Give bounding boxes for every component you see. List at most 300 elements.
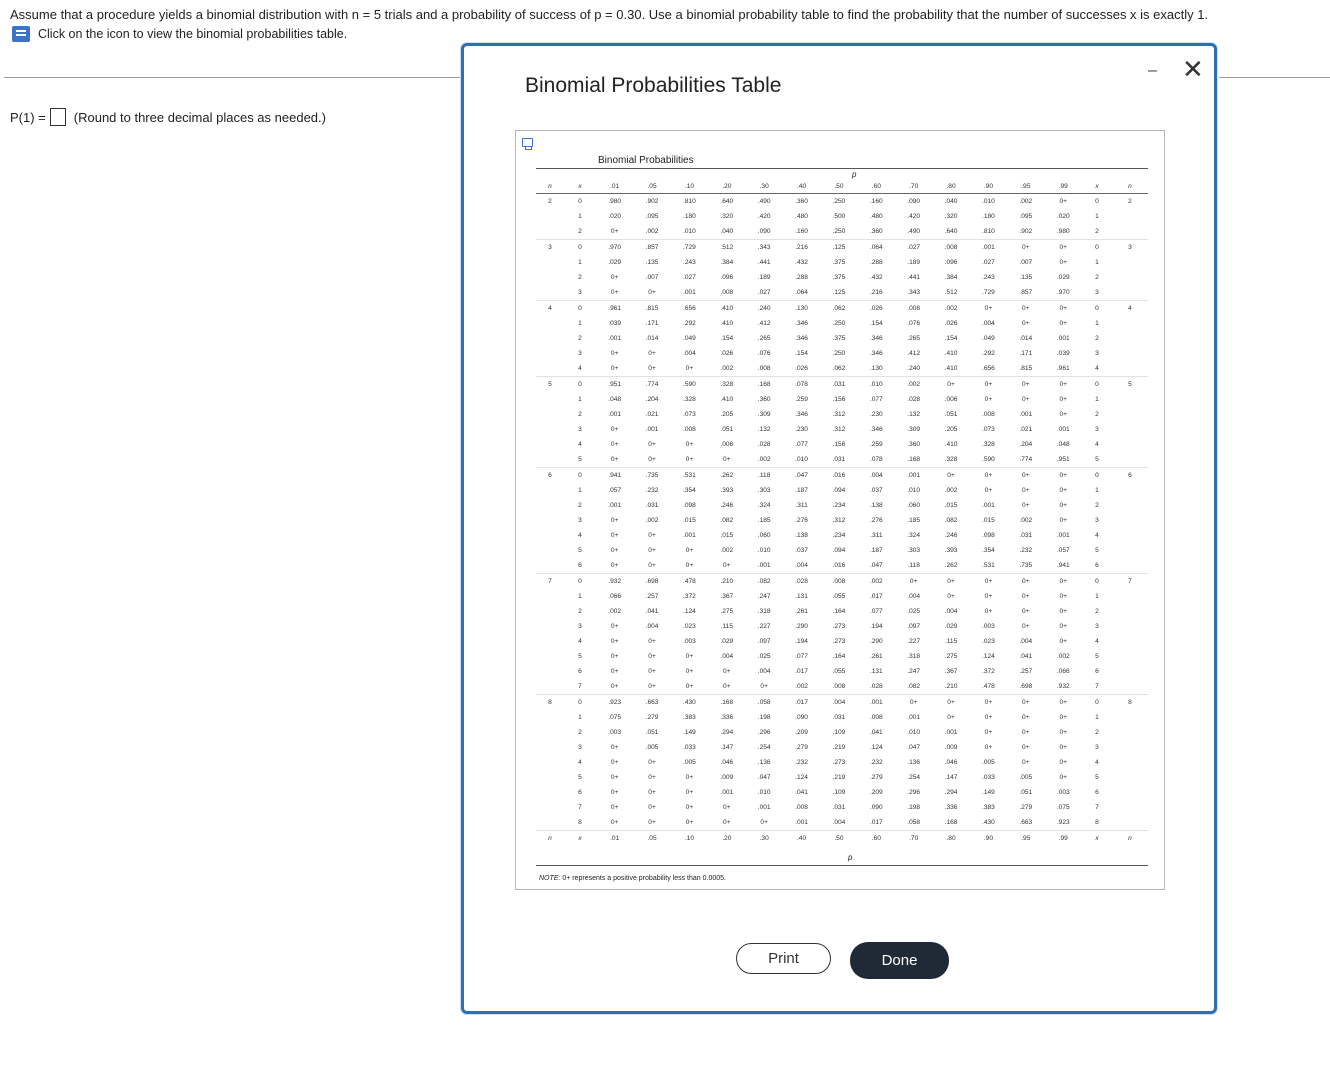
x-value: 5 xyxy=(1082,452,1112,468)
table-row xyxy=(536,392,1148,407)
probability-cell: 0+ xyxy=(1022,502,1030,509)
probability-cell: .262 xyxy=(932,558,969,574)
probability-cell: .075 xyxy=(1056,804,1070,811)
probability-cell: 0+ xyxy=(1022,623,1030,630)
probability-cell: .240 xyxy=(746,301,783,317)
probability-cell: .010 xyxy=(907,729,921,736)
probability-cell: .375 xyxy=(832,259,846,266)
n-value xyxy=(536,634,564,649)
probability-cell: 0+ xyxy=(984,744,993,751)
probability-cell: .857 xyxy=(1007,285,1044,301)
probability-cell: .094 xyxy=(832,547,846,554)
probability-cell: .001 xyxy=(720,789,734,796)
n-value xyxy=(1112,285,1148,301)
x-value: 5 xyxy=(1095,653,1099,660)
probability-cell: .075 xyxy=(608,714,622,721)
probability-cell: .001 xyxy=(895,468,932,484)
probability-cell: .031 xyxy=(820,377,857,393)
probability-cell: .010 xyxy=(858,377,895,393)
probability-cell: .003 xyxy=(608,729,622,736)
n-value xyxy=(536,224,564,240)
probability-cell: .039 xyxy=(1056,350,1070,357)
n-value xyxy=(1112,437,1148,452)
book-icon[interactable] xyxy=(12,26,30,42)
n-value: 7 xyxy=(1112,574,1148,590)
probability-cell: .227 xyxy=(757,623,771,630)
probability-cell: .077 xyxy=(869,608,883,615)
probability-cell: .273 xyxy=(832,638,846,645)
probability-cell: .041 xyxy=(795,789,808,796)
table-row xyxy=(536,740,1148,755)
probability-cell: .312 xyxy=(832,411,846,418)
probability-cell: 0+ xyxy=(648,804,656,811)
probability-cell: .076 xyxy=(757,350,771,357)
probability-cell: .343 xyxy=(746,240,783,256)
probability-cell: 0+ xyxy=(708,452,745,468)
probability-cell: 0+ xyxy=(1045,240,1083,256)
n-value xyxy=(1112,543,1148,558)
probability-cell: .500 xyxy=(832,213,846,220)
probability-cell: .360 xyxy=(783,194,820,210)
probability-cell: 0+ xyxy=(1059,411,1068,418)
probability-cell: 0+ xyxy=(1059,759,1068,766)
probability-cell: .098 xyxy=(683,502,696,509)
probability-cell: .048 xyxy=(608,396,622,403)
n-value xyxy=(536,604,564,619)
probability-cell: .125 xyxy=(820,285,857,301)
x-value: 6 xyxy=(564,558,596,574)
probability-cell: .303 xyxy=(907,547,921,554)
probability-cell: 0+ xyxy=(1022,396,1030,403)
probability-cell: .246 xyxy=(944,532,958,539)
x-value: 4 xyxy=(1095,638,1099,645)
probability-cell: .951 xyxy=(1045,452,1083,468)
table-row xyxy=(536,634,1148,649)
probability-cell: .098 xyxy=(982,532,995,539)
probability-cell: 0+ xyxy=(984,608,993,615)
probability-cell: .009 xyxy=(720,774,734,781)
probability-cell: .290 xyxy=(869,638,883,645)
probability-cell: .815 xyxy=(633,301,670,317)
print-icon[interactable] xyxy=(522,138,533,147)
probability-cell: .002 xyxy=(633,224,670,240)
probability-cell: .309 xyxy=(757,411,771,418)
p-header: .05 xyxy=(647,835,657,842)
probability-cell: .003 xyxy=(683,638,696,645)
table-row xyxy=(536,574,1148,590)
probability-cell: .015 xyxy=(982,517,995,524)
probability-cell: .932 xyxy=(1045,679,1083,695)
probability-cell: .480 xyxy=(869,213,883,220)
probability-cell: .279 xyxy=(869,774,883,781)
n-value: 2 xyxy=(536,194,564,210)
probability-cell: .132 xyxy=(757,426,771,433)
x-value: 7 xyxy=(564,679,596,695)
probability-cell: .360 xyxy=(757,396,771,403)
probability-cell: .008 xyxy=(820,679,857,695)
probability-cell: 0+ xyxy=(610,744,619,751)
n-value: 4 xyxy=(536,301,564,317)
table-row xyxy=(536,452,1148,468)
probability-cell: .020 xyxy=(1056,213,1070,220)
x-value: 6 xyxy=(578,789,582,796)
x-value: 2 xyxy=(578,608,582,615)
x-value: 4 xyxy=(1095,532,1099,539)
probability-cell: .047 xyxy=(858,558,895,574)
probability-cell: .082 xyxy=(720,517,734,524)
probability-cell: .010 xyxy=(907,487,921,494)
probability-cell: .041 xyxy=(869,729,883,736)
table-row xyxy=(536,240,1148,256)
probability-cell: .185 xyxy=(757,517,771,524)
n-value xyxy=(536,740,564,755)
x-value: 1 xyxy=(1095,487,1099,494)
x-value: 1 xyxy=(1095,259,1099,266)
probability-cell: .412 xyxy=(757,320,771,327)
table-title: Binomial Probabilities xyxy=(598,155,694,166)
probability-cell: 0+ xyxy=(1007,377,1044,393)
probability-cell: .078 xyxy=(783,377,820,393)
probability-cell: 0+ xyxy=(746,679,783,695)
probability-cell: 0+ xyxy=(610,532,619,539)
x-value: 6 xyxy=(1095,789,1099,796)
divider xyxy=(1219,77,1330,78)
close-button[interactable]: ✕ xyxy=(1182,54,1204,84)
x-value: 1 xyxy=(578,259,582,266)
probability-cell: 0+ xyxy=(596,224,633,240)
probability-cell: 0+ xyxy=(1059,774,1068,781)
probability-cell: 0+ xyxy=(610,638,619,645)
probability-cell: .008 xyxy=(895,301,932,317)
probability-cell: 0+ xyxy=(895,695,932,711)
done-button[interactable]: Done xyxy=(850,942,949,979)
probability-cell: .372 xyxy=(982,668,995,675)
probability-cell: .095 xyxy=(645,213,659,220)
table-row xyxy=(536,513,1148,528)
n-value xyxy=(536,498,564,513)
n-value xyxy=(536,755,564,770)
table-row xyxy=(536,331,1148,346)
probability-cell: 0+ xyxy=(1059,487,1068,494)
p-label: p xyxy=(848,853,853,862)
table-row xyxy=(536,528,1148,543)
probability-cell: .480 xyxy=(795,213,808,220)
n-value xyxy=(1112,392,1148,407)
probability-cell: .064 xyxy=(858,240,895,256)
probability-cell: 0+ xyxy=(685,668,694,675)
probability-cell: 0+ xyxy=(685,441,694,448)
table-row xyxy=(536,361,1148,377)
probability-cell: .346 xyxy=(869,350,883,357)
p-header: .90 xyxy=(970,181,1007,194)
table-row xyxy=(536,422,1148,437)
probability-cell: .094 xyxy=(832,487,846,494)
probability-cell: 0+ xyxy=(596,452,633,468)
p-header: .10 xyxy=(671,181,708,194)
x-value: 4 xyxy=(1082,361,1112,377)
probability-cell: .410 xyxy=(708,301,745,317)
probability-cell: .002 xyxy=(944,487,958,494)
probability-cell: .432 xyxy=(869,274,883,281)
probability-cell: .082 xyxy=(944,517,958,524)
p-header: .70 xyxy=(909,835,919,842)
p-header: .10 xyxy=(684,835,695,842)
probability-cell: 0+ xyxy=(671,361,708,377)
probability-cell: .001 xyxy=(608,335,622,342)
probability-cell: .062 xyxy=(820,361,857,377)
n-value xyxy=(1112,513,1148,528)
probability-cell: .002 xyxy=(1019,517,1033,524)
probability-cell: .367 xyxy=(720,593,734,600)
probability-cell: .008 xyxy=(820,574,857,590)
x-value: 4 xyxy=(578,441,582,448)
probability-cell: .023 xyxy=(982,638,995,645)
probability-cell: .066 xyxy=(608,593,622,600)
probability-cell: .941 xyxy=(596,468,633,484)
n-value: 3 xyxy=(536,240,564,256)
n-value: 5 xyxy=(536,377,564,393)
table-link[interactable] xyxy=(12,26,347,42)
probability-cell: 0+ xyxy=(648,759,656,766)
probability-cell: .259 xyxy=(795,396,808,403)
probability-cell: .015 xyxy=(683,517,696,524)
n-value: 6 xyxy=(536,468,564,484)
probability-cell: 0+ xyxy=(1007,301,1044,317)
probability-cell: .115 xyxy=(720,623,733,630)
probability-cell: .029 xyxy=(1056,274,1070,281)
probability-cell: .001 xyxy=(944,729,958,736)
probability-cell: .001 xyxy=(1056,426,1070,433)
probability-cell: 0+ xyxy=(746,815,783,831)
table-row xyxy=(536,377,1148,393)
x-value: 2 xyxy=(564,224,596,240)
n-value xyxy=(536,361,564,377)
probability-cell: 0+ xyxy=(708,679,745,695)
probability-cell: .002 xyxy=(720,547,734,554)
probability-cell: .002 xyxy=(645,517,659,524)
probability-cell: 0+ xyxy=(1059,502,1068,509)
probability-cell: .001 xyxy=(783,815,820,831)
probability-cell: .698 xyxy=(1007,679,1044,695)
x-value: 5 xyxy=(1095,774,1099,781)
probability-cell: .441 xyxy=(757,259,771,266)
probability-cell: .029 xyxy=(608,259,622,266)
probability-cell: 0+ xyxy=(610,653,619,660)
probability-cell: 0+ xyxy=(947,593,955,600)
n-value xyxy=(1112,770,1148,785)
table-panel xyxy=(515,130,1165,890)
probability-cell: 0+ xyxy=(932,574,969,590)
answer-input[interactable] xyxy=(50,108,66,126)
probability-cell: .336 xyxy=(720,714,734,721)
n-value xyxy=(1112,346,1148,361)
probability-cell: .209 xyxy=(795,729,808,736)
n-value xyxy=(1112,255,1148,270)
x-value: 0 xyxy=(564,240,596,256)
probability-cell: 0+ xyxy=(1022,593,1030,600)
n-value xyxy=(1112,407,1148,422)
n-header: n xyxy=(536,181,564,194)
probability-cell: .292 xyxy=(982,350,995,357)
probability-cell: .138 xyxy=(869,502,883,509)
probability-cell: .198 xyxy=(907,804,921,811)
n-value: 2 xyxy=(1112,194,1148,210)
probability-cell: 0+ xyxy=(633,558,670,574)
probability-cell: 0+ xyxy=(1007,240,1044,256)
x-value: 2 xyxy=(578,729,582,736)
probability-cell: .026 xyxy=(858,301,895,317)
n-value xyxy=(536,770,564,785)
x-value: 2 xyxy=(578,502,582,509)
probability-cell: .250 xyxy=(820,224,857,240)
n-value xyxy=(536,209,564,224)
x-value: 2 xyxy=(1095,608,1099,615)
probability-cell: .531 xyxy=(671,468,708,484)
probability-cell: 0+ xyxy=(596,361,633,377)
x-value: 2 xyxy=(578,411,582,418)
probability-cell: 0+ xyxy=(648,789,656,796)
table-row xyxy=(536,800,1148,815)
probability-cell: .243 xyxy=(683,259,696,266)
probability-cell: .230 xyxy=(869,411,883,418)
probability-cell: .047 xyxy=(783,468,820,484)
x-value: 8 xyxy=(564,815,596,831)
probability-cell: .008 xyxy=(708,285,745,301)
probability-cell: .531 xyxy=(970,558,1007,574)
probability-cell: .980 xyxy=(1045,224,1083,240)
probability-cell: 0+ xyxy=(633,815,670,831)
probability-cell: .168 xyxy=(708,695,745,711)
probability-cell: .354 xyxy=(683,487,696,494)
n-value xyxy=(536,392,564,407)
table-row xyxy=(536,604,1148,619)
probability-cell: .060 xyxy=(757,532,771,539)
x-value: 2 xyxy=(578,274,582,281)
table-row xyxy=(536,209,1148,224)
n-value xyxy=(536,316,564,331)
probability-cell: .346 xyxy=(869,335,883,342)
probability-cell: .227 xyxy=(907,638,921,645)
probability-cell: .149 xyxy=(683,729,696,736)
probability-cell: .259 xyxy=(869,441,883,448)
table-row xyxy=(536,543,1148,558)
probability-cell: 0+ xyxy=(685,547,694,554)
probability-cell: .136 xyxy=(757,759,771,766)
table-row xyxy=(536,437,1148,452)
probability-cell: .028 xyxy=(783,574,820,590)
probability-cell: 0+ xyxy=(1059,744,1068,751)
n-header: n xyxy=(1128,835,1132,842)
probability-cell: .041 xyxy=(645,608,659,615)
probability-cell: 0+ xyxy=(1045,301,1083,317)
n-value xyxy=(536,543,564,558)
probability-cell: .027 xyxy=(683,274,696,281)
n-value xyxy=(536,619,564,634)
probability-cell: 0+ xyxy=(895,574,932,590)
x-value: 4 xyxy=(578,759,582,766)
probability-cell: .250 xyxy=(832,320,846,327)
probability-cell: .980 xyxy=(596,194,633,210)
probability-cell: .810 xyxy=(970,224,1007,240)
probability-cell: 0+ xyxy=(596,558,633,574)
probability-cell: .168 xyxy=(895,452,932,468)
n-value xyxy=(536,255,564,270)
probability-cell: 0+ xyxy=(970,574,1007,590)
probability-cell: .017 xyxy=(795,668,808,675)
probability-cell: .027 xyxy=(895,240,932,256)
probability-cell: 0+ xyxy=(633,679,670,695)
table-row xyxy=(536,285,1148,301)
probability-cell: .292 xyxy=(683,320,696,327)
n-value: 5 xyxy=(1112,377,1148,393)
probability-cell: 0+ xyxy=(648,350,656,357)
probability-cell: .478 xyxy=(671,574,708,590)
x-value: 2 xyxy=(1095,502,1099,509)
probability-cell: .420 xyxy=(907,213,921,220)
probability-cell: .001 xyxy=(1056,335,1070,342)
probability-cell: .205 xyxy=(720,411,734,418)
probability-cell: .004 xyxy=(783,558,820,574)
x-value: 1 xyxy=(1095,320,1099,327)
table-row xyxy=(536,649,1148,664)
probability-cell: .135 xyxy=(645,259,659,266)
n-value xyxy=(1112,740,1148,755)
n-value xyxy=(1112,558,1148,574)
probability-cell: 0+ xyxy=(947,714,955,721)
print-button[interactable]: Print xyxy=(736,943,831,974)
probability-cell: 0+ xyxy=(610,274,619,281)
x-header: x xyxy=(564,181,596,194)
probability-cell: .279 xyxy=(795,744,808,751)
probability-cell: .810 xyxy=(671,194,708,210)
table-row xyxy=(536,194,1148,210)
probability-cell: .073 xyxy=(982,426,995,433)
probability-cell: .735 xyxy=(633,468,670,484)
n-value xyxy=(1112,331,1148,346)
probability-cell: .961 xyxy=(1045,361,1083,377)
probability-cell: .031 xyxy=(820,452,857,468)
probability-cell: .393 xyxy=(720,487,734,494)
probability-cell: .136 xyxy=(907,759,921,766)
probability-cell: .410 xyxy=(720,396,734,403)
probability-cell: .204 xyxy=(1019,441,1033,448)
n-value xyxy=(1112,528,1148,543)
probability-cell: 0+ xyxy=(1007,574,1044,590)
probability-cell: .008 xyxy=(795,804,808,811)
probability-cell: .194 xyxy=(869,623,883,630)
probability-cell: .147 xyxy=(944,774,958,781)
probability-cell: .254 xyxy=(757,744,771,751)
n-value xyxy=(536,725,564,740)
probability-cell: .051 xyxy=(944,411,958,418)
probability-cell: .005 xyxy=(1019,774,1033,781)
probability-cell: .027 xyxy=(746,285,783,301)
probability-cell: .017 xyxy=(858,815,895,831)
probability-cell: .031 xyxy=(832,714,846,721)
probability-cell: .021 xyxy=(645,411,659,418)
probability-cell: .014 xyxy=(645,335,659,342)
probability-cell: .164 xyxy=(832,608,846,615)
probability-cell: 0+ xyxy=(671,815,708,831)
x-value: 6 xyxy=(1082,558,1112,574)
probability-cell: .288 xyxy=(869,259,883,266)
probability-cell: .051 xyxy=(645,729,659,736)
minimize-button[interactable]: – xyxy=(1148,62,1157,79)
x-value: 4 xyxy=(564,361,596,377)
probability-cell: .156 xyxy=(832,396,846,403)
n-value: 7 xyxy=(536,574,564,590)
probability-cell: .383 xyxy=(982,804,995,811)
